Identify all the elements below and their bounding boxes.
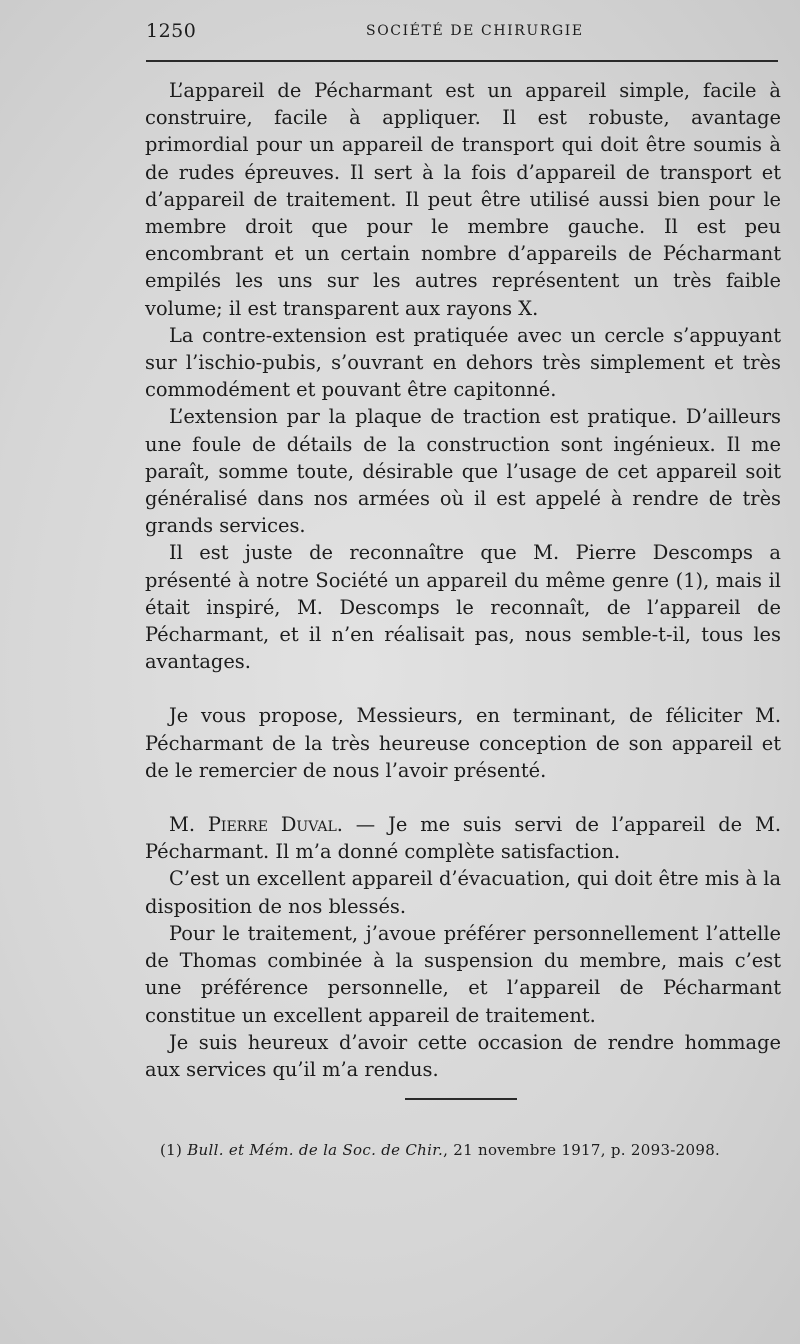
paragraph-7: C’est un excellent appareil d’évacuation, qui doit être mis à la disposition de nos blessés. xyxy=(145,867,781,918)
page-number: 1250 xyxy=(146,20,197,42)
body-text xyxy=(145,77,781,1083)
running-title: SOCIÉTÉ DE CHIRURGIE xyxy=(366,23,584,39)
section-rule xyxy=(405,1098,517,1100)
speaker-name: M. Pierre Duval. xyxy=(169,813,343,837)
paragraph-5: Je vous propose, Messieurs, en terminant, de féliciter M. Pécharmant de la très heureuse conception de son appareil et de le remercier de nous l’avoir présenté. xyxy=(145,704,781,782)
paragraph-8: Pour le traitement, j’avoue préférer personnellement l’attelle de Thomas combinée à la suspension du membre, mais c’est une préférence personnelle, et l’appareil de Pécharmant constitue un excellent appareil de traitement. xyxy=(145,921,781,1027)
footnote-citation: Bull. et Mém. de la Soc. de Chir. xyxy=(187,1141,444,1159)
paragraph-1: L’appareil de Pécharmant est un appareil simple, facile à construire, facile à appliquer. Il est robuste, avantage primordial pour un appareil de transport qui doit être soumis à de rudes épreuves. Il sert à la fois d’appareil de transport et d’appareil de traitement. Il peut être utilisé aussi bien pour le membre droit que pour le membre gauche. Il est peu encombrant et un certain nombre d’appareils de Pécharmant empilés les uns sur les autres représentent un très faible volume; il est transparent aux rayons X. xyxy=(145,79,781,320)
footnote xyxy=(160,1141,720,1159)
paragraph-6-text: — Je me suis servi de l’appareil de M. Pécharmant. Il m’a donné complète satisfaction. xyxy=(145,813,781,864)
paragraph-3: L’extension par la plaque de traction est pratique. D’ailleurs une foule de détails de la construction sont ingénieux. Il me paraît, somme toute, désirable que l’usage de cet appareil soit généralisé dans nos armées où il est appelé à rendre de très grands services. xyxy=(145,405,781,538)
footnote-marker: (1) xyxy=(160,1141,183,1159)
paragraph-9: Je suis heureux d’avoir cette occasion de rendre hommage aux services qu’il m’a rendus. xyxy=(145,1030,781,1081)
paragraph-4: Il est juste de reconnaître que M. Pierre Descomps a présenté à notre Société un appareil du même genre (1), mais il était inspiré, M. Descomps le reconnaît, de l’appareil de Pécharmant, et il n’en réalisait pas, nous semble-t-il, tous les avantages. xyxy=(145,541,781,674)
footnote-details: , 21 novembre 1917, p. 2093-2098. xyxy=(443,1141,721,1159)
paragraph-6 xyxy=(145,811,781,865)
header-rule xyxy=(146,60,778,62)
paragraph-2: La contre-extension est pratiquée avec un cercle s’appuyant sur l’ischio-pubis, s’ouvrant en dehors très simplement et très commodément et pouvant être capitonné. xyxy=(145,323,781,402)
